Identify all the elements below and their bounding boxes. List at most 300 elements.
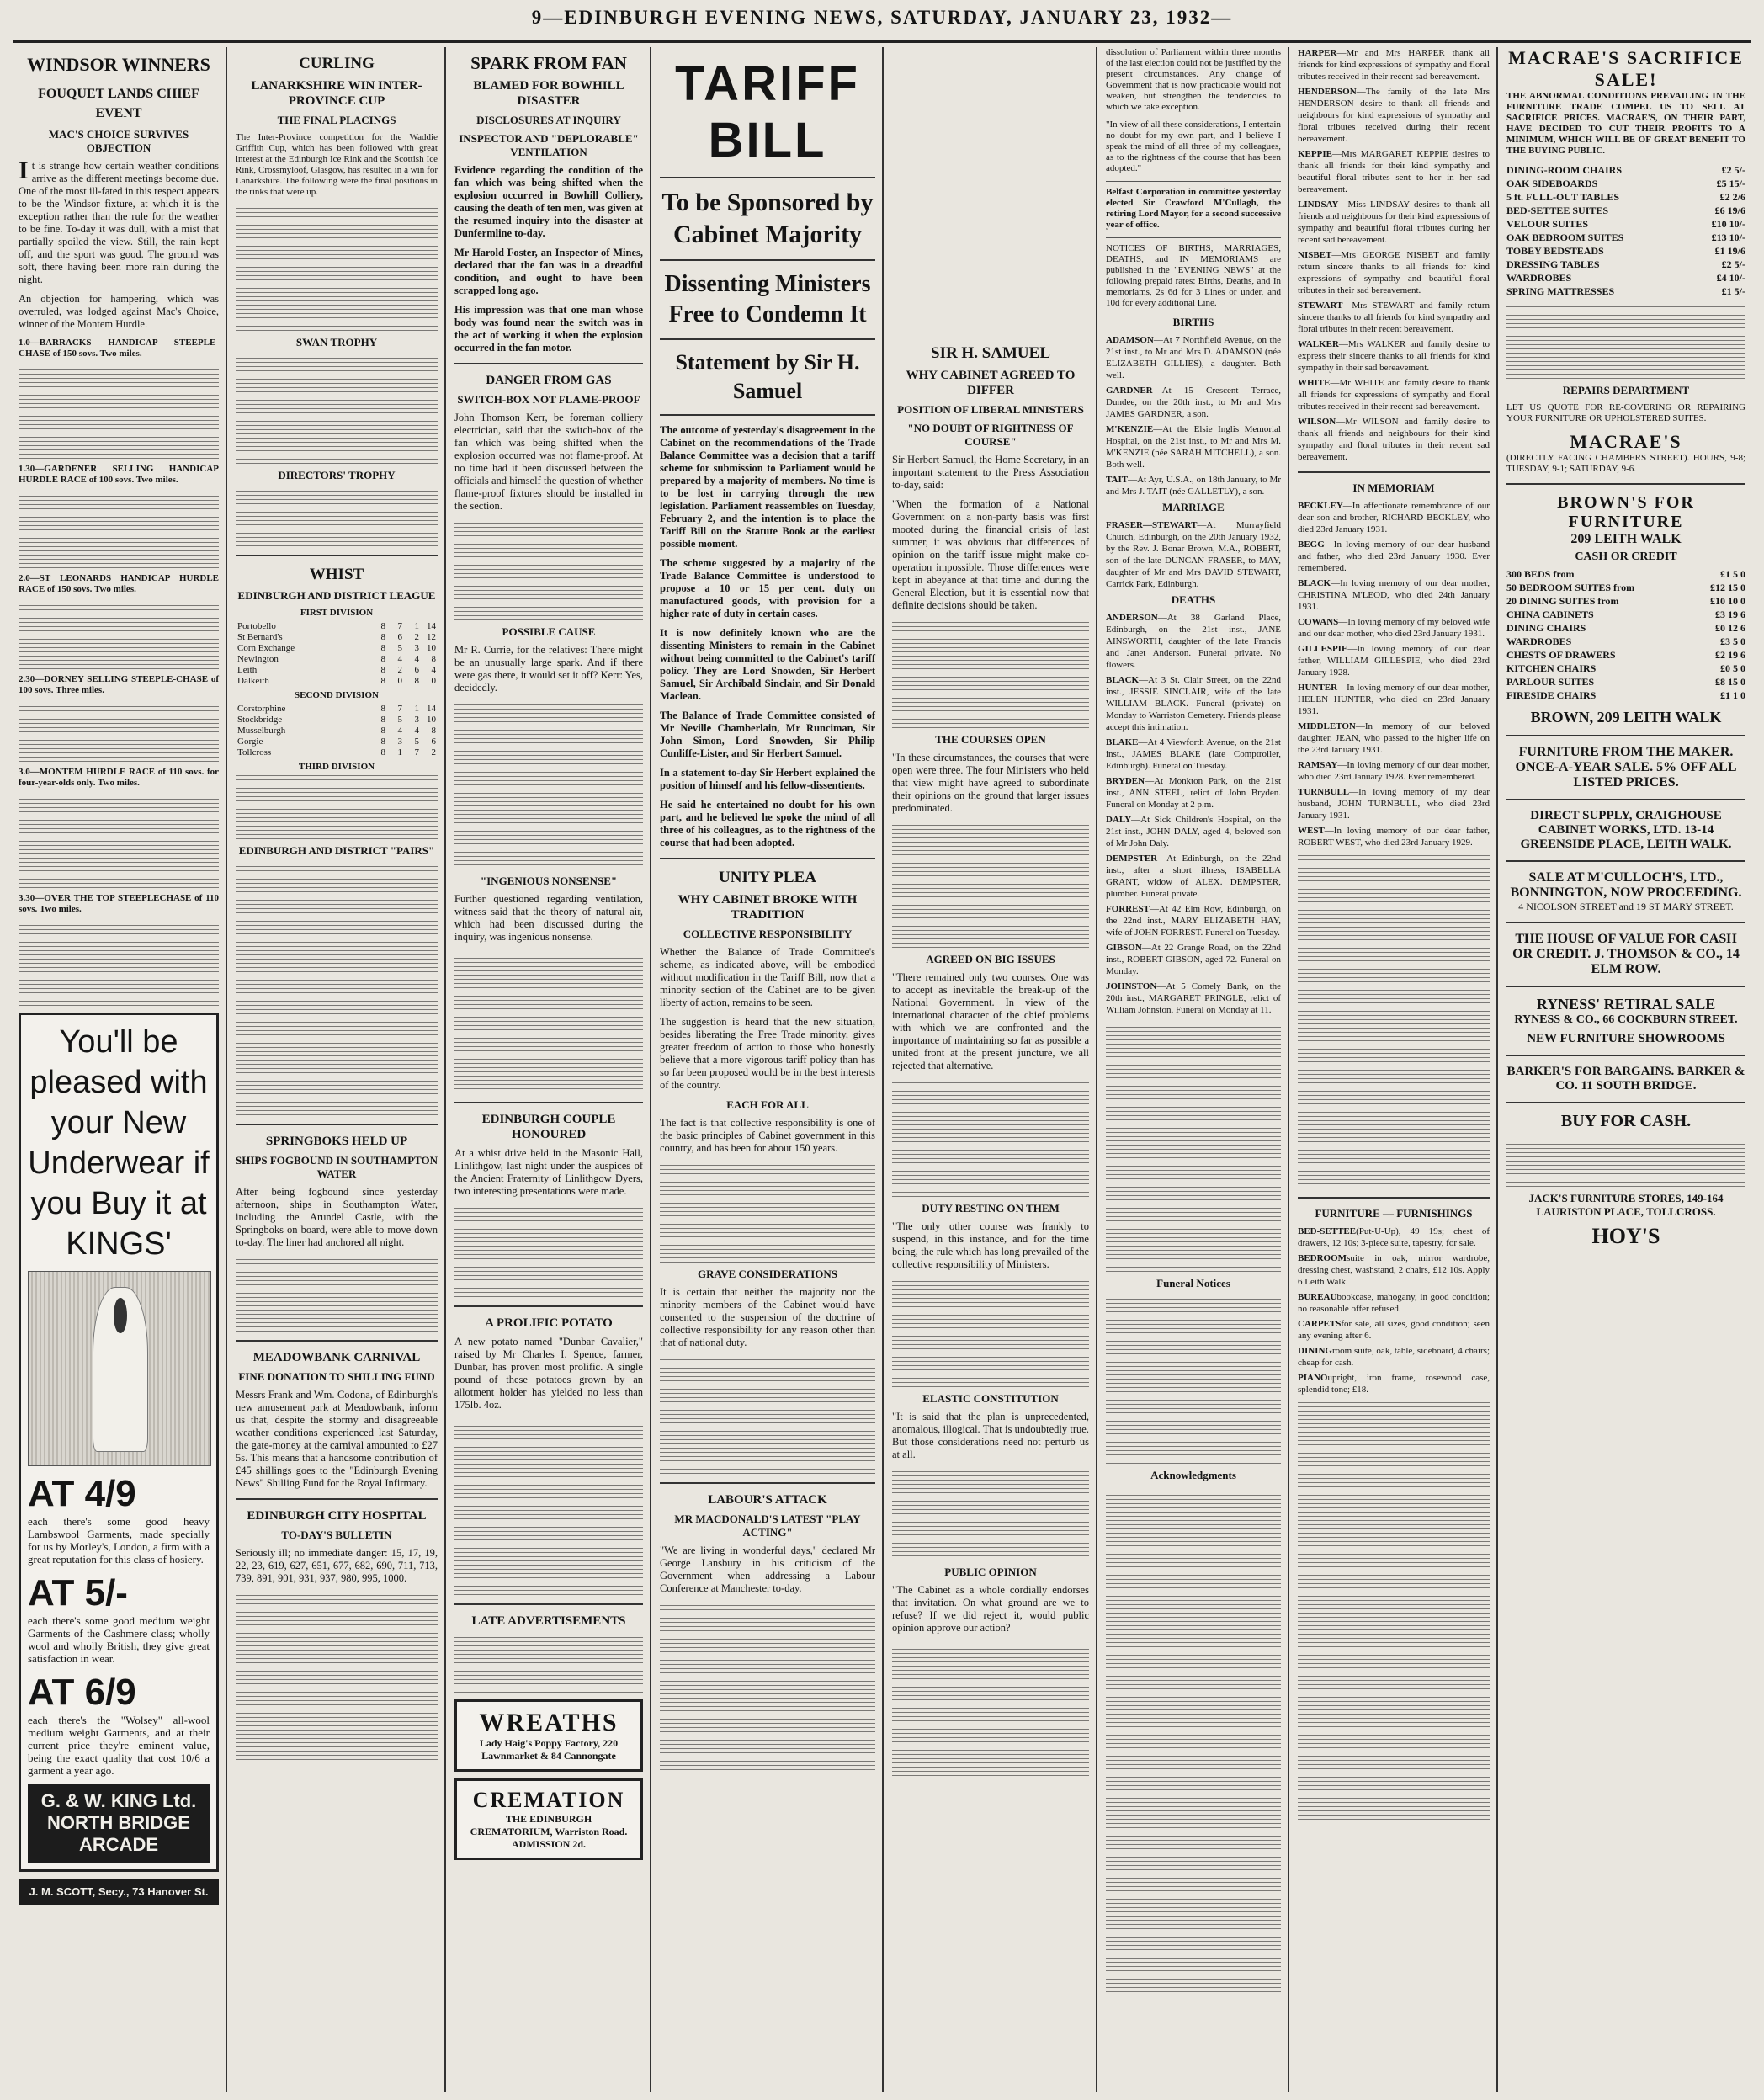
paragraph: "In view of all these considerations, I entertain no doubt for my own part, and I believe I speak the mind of all three of my colleagues, as to the rightness of the course that has been adopted." (1106, 120, 1281, 173)
ad-text: each there's some good heavy Lambswool Garments, made specially for us by Morley's, London, a firm with a great reputation for this class of hosiery. (28, 1515, 210, 1566)
funeral-notices (1106, 1295, 1281, 1464)
race-heading: 3.30—OVER THE TOP STEEPLECHASE of 110 sovs. Two miles. (19, 893, 219, 914)
price-row (1506, 231, 1745, 244)
ad-text: THE ABNORMAL CONDITIONS PREVAILING IN THE FURNITURE TRADE COMPEL US TO SELL AT SACRIFICE PRICES. MACRAE'S, ON THEIR PART, HAVE DECIDED TO CUT THEIR PROFITS TO A MINIMUM, WHICH WILL BE OF GREAT BENEFIT TO THE BUYING PUBLIC. (1506, 91, 1745, 156)
standings-table (236, 704, 438, 758)
macraes-sale-title: MACRAE'S SACRIFICE SALE! (1508, 47, 1744, 90)
pairs-results (236, 863, 438, 1115)
notice-name: TURNBULL (1298, 787, 1350, 797)
subhead: DISCLOSURES AT INQUIRY (476, 114, 621, 126)
paragraph: After being fogbound since yesterday afternoon, ships in Southampton Water, including the Arundel Castle, with the Springboks on board, were able to move down to-day. The liner had anchored all night. (236, 1186, 438, 1248)
paragraph: Further questioned regarding ventilation, witness said that the theory of natural air, which had been discussed during the inquiry, was ingenious nonsense. (454, 893, 643, 943)
ad-text: each there's the "Wolsey" all-wool medium weight Garments, and at their current price they're eminent value, being the exact quality that cost 10/6 a garment a year ago. (28, 1714, 210, 1777)
text-block (892, 1641, 1089, 1776)
acknowledgments (1106, 1487, 1281, 1992)
table-cell: 8 (380, 747, 385, 758)
table-cell: 8 (380, 632, 385, 642)
headline-curling: CURLING (299, 55, 375, 72)
memoriam-list (1298, 500, 1490, 848)
table-row (236, 632, 438, 643)
table-cell: 3 (414, 643, 419, 653)
subhead: FINE DONATION TO SHILLING FUND (238, 1370, 435, 1383)
subhead: WHY CABINET BROKE WITH TRADITION (677, 893, 858, 922)
section-funeral-notices: Funeral Notices (1156, 1277, 1230, 1289)
notice-name: HUNTER (1298, 683, 1338, 693)
table-cell: 6 (431, 736, 436, 747)
browns-price-list (1506, 567, 1745, 702)
table-cell: 2 (397, 665, 402, 675)
notice-item (1106, 612, 1281, 671)
paragraph: He said he entertained no doubt for his own part, and he believed he spoke the mind of all three of his colleagues, as to the rightness of the course that had been adopted. (660, 799, 875, 848)
notice-text: —Miss LINDSAY desires to thank all friends and neighbours for their kind expressions of sympathy and beautiful floral tributes during her recent sad bereavement. (1298, 199, 1490, 245)
table-row (236, 736, 438, 747)
item-price: £8 15 0 (1715, 676, 1745, 688)
table-cell: 8 (380, 726, 385, 736)
notice-text: upright, iron frame, rosewood case, splendid tone; £18. (1298, 1373, 1490, 1395)
race-heading: 2.0—ST LEONARDS HANDICAP HURDLE RACE of 150 sovs. Two miles. (19, 573, 219, 594)
subhead: DIRECTORS' TROPHY (278, 469, 396, 481)
notice-text: —At 42 Elm Row, Edinburgh, on the 22nd inst., MARY ELIZABETH HAY, wife of JOHN FORREST. Funeral on Tuesday. (1106, 904, 1281, 938)
table-cell: 8 (431, 726, 436, 736)
section-furniture: FURNITURE — FURNISHINGS (1315, 1207, 1473, 1220)
ad-title: WREATHS (479, 1709, 619, 1736)
headline-meadowbank: MEADOWBANK CARNIVAL (252, 1351, 421, 1364)
race-heading: 1.0—BARRACKS HANDICAP STEEPLE-CHASE of 150 sovs. Two miles. (19, 338, 219, 359)
column-rule (1496, 47, 1498, 2092)
subhead: POSITION OF LIBERAL MINISTERS (897, 403, 1084, 416)
mcculloch-address: 4 NICOLSON STREET and 19 ST MARY STREET. (1518, 901, 1734, 912)
subhead: FOUQUET LANDS CHIEF EVENT (38, 87, 199, 120)
subhead: INSPECTOR AND "DEPLORABLE" VENTILATION (459, 132, 639, 158)
table-cell: 8 (414, 676, 419, 686)
notice-item (1298, 643, 1490, 678)
table-cell: 2 (431, 747, 436, 758)
cremation-ad (454, 1778, 643, 1860)
paragraph: The Inter-Province competition for the Waddie Griffith Cup, which has been followed with great interest at the Edinburgh Ice Rink and the Scottish Ice Rink, Crossmyloof, Glasgow, has resulted in a win for Lanarkshire. The following were the final positions in the rinks that were up. (236, 132, 438, 197)
notice-text: —In loving memory of our dear mother, who died 23rd January 1928. Ever remembered. (1298, 760, 1490, 782)
headline-windsor: WINDSOR WINNERS (27, 54, 210, 75)
notice-text: —In loving memory of our dear mother, HELEN HUNTER, who died on 23rd January 1931. (1298, 683, 1490, 716)
barkers-ad: BARKER'S FOR BARGAINS. BARKER & CO. 11 SOUTH BRIDGE. (1506, 1065, 1745, 1093)
paragraph: A new potato named "Dunbar Cavalier," raised by Mr Charles I. Spence, farmer, Dunbar, has proven most prolific. A single pound of these potatoes grown by an allotment holder has yielded no less than 175lb. 4oz. (454, 1336, 643, 1411)
table-row (236, 643, 438, 654)
notice-item (1298, 825, 1490, 848)
subhead: MAC'S CHOICE SURVIVES OBJECTION (48, 128, 189, 154)
text-block (892, 619, 1089, 728)
text-block (454, 1418, 643, 1595)
ad-text: THE EDINBURGH CREMATORIUM, Warriston Road. ADMISSION 2d. (470, 1813, 628, 1850)
item-name: 5 ft. FULL-OUT TABLES (1506, 191, 1620, 203)
table-cell: 7 (397, 621, 402, 631)
division-heading: THIRD DIVISION (298, 762, 375, 772)
notice-item (1298, 577, 1490, 613)
item-price: £1 5 0 (1720, 568, 1745, 580)
notice-item (1298, 1372, 1490, 1396)
text-block (892, 1468, 1089, 1560)
race-results (19, 703, 219, 762)
notice-item (1106, 814, 1281, 849)
headline-labours-attack: LABOUR'S ATTACK (708, 1493, 827, 1507)
marriage-list (1106, 519, 1281, 590)
browns-title: BROWN'S FOR FURNITURE (1557, 493, 1695, 531)
notice-item (1298, 148, 1490, 195)
paragraph: Mr R. Currie, for the relatives: There might be an unusually large spark. And if there were gas there, it would set it off? Kerr: Yes, decidedly. (454, 644, 643, 694)
notice-name: WEST (1298, 826, 1325, 836)
kings-underwear-ad (19, 1013, 219, 1872)
hoys-ad: HOY'S (1591, 1224, 1660, 1248)
table-cell: 1 (414, 621, 419, 631)
subhead: DANGER FROM GAS (486, 374, 612, 387)
notice-name: RAMSAY (1298, 760, 1338, 770)
race-results (19, 795, 219, 888)
table-cell: 12 (427, 632, 436, 642)
house-of-value-ad: THE HOUSE OF VALUE FOR CASH OR CREDIT. J. THOMSON & CO., 14 ELM ROW. (1512, 932, 1740, 976)
race-results (19, 922, 219, 1006)
table-cell: Newington (237, 654, 279, 664)
notice-text: —Mrs STEWART and family return sincere thanks to all friends for kind sympathy and floral tributes in their recent bereavement. (1298, 300, 1490, 334)
notice-name: GIBSON (1106, 943, 1142, 953)
table-cell: 8 (380, 643, 385, 653)
notice-name: LINDSAY (1298, 199, 1339, 210)
swan-results (236, 354, 438, 464)
masthead: 9—EDINBURGH EVENING NEWS, SATURDAY, JANUARY 23, 1932— (13, 7, 1751, 43)
table-cell: 7 (414, 747, 419, 758)
paragraph: An objection for hampering, which was overruled, was lodged against Mac's Choice, winner of the Montem Hurdle. (19, 293, 219, 330)
table-cell: 0 (397, 676, 402, 686)
paragraph: "The Cabinet as a whole cordially endorses that invitation. On what ground are we to refuse? If we did reject it, would public opinion approve our action? (892, 1584, 1089, 1634)
notice-item (1106, 903, 1281, 938)
paragraph: His impression was that one man whose body was found near the switch was in the act of working it when the explosion occurred in the fan motor. (454, 304, 643, 354)
notice-item (1298, 1252, 1490, 1288)
ad-fine-print (1506, 1136, 1745, 1187)
subhead: Dissenting Ministers Free to Condemn It (664, 271, 871, 327)
item-price: £2 19 6 (1715, 649, 1745, 661)
deaths-list (1106, 612, 1281, 1016)
ad-title: CREMATION (472, 1788, 625, 1812)
subhead: EDINBURGH AND DISTRICT "PAIRS" (238, 844, 435, 857)
column-rule (444, 47, 446, 2092)
notice-name: BEGG (1298, 540, 1325, 550)
paragraph: "When the formation of a National Government on a non-party basis was first mooted during the financial crisis of last summer, it was obvious that differences of opinion on the tariff issue might make co-operation impossible. Those differences were kept in abeyance at that time and during the General Election, but it is essential now that definite decisions should be taken. (892, 498, 1089, 611)
table-cell: 0 (431, 676, 436, 686)
text-block (454, 701, 643, 869)
notice-item (1298, 720, 1490, 756)
notice-text: suite in oak, mirror wardrobe, dressing chest, washstand, 2 chairs, £12 10s. Apply 6 Leith Walk. (1298, 1253, 1490, 1287)
headline-tariff-bill: TARIFF BILL (675, 56, 860, 167)
table-cell: 8 (380, 715, 385, 725)
table-cell: 8 (380, 654, 385, 664)
headline-whist: WHIST (309, 566, 364, 583)
notice-item (1106, 334, 1281, 381)
buy-for-cash-ad: BUY FOR CASH. (1560, 1112, 1692, 1130)
table-cell: 14 (427, 621, 436, 631)
jacks-furniture-ad: JACK'S FURNITURE STORES, 149-164 LAURISTON PLACE, TOLLCROSS. (1528, 1192, 1724, 1218)
item-price: £5 15/- (1716, 178, 1745, 189)
item-price: £10 10 0 (1710, 595, 1745, 607)
paragraph: Seriously ill; no immediate danger: 15, 17, 19, 22, 23, 619, 627, 651, 677, 682, 690, 711, 713, 739, 891, 901, 931, 937, 980, 995, 1000. (236, 1547, 438, 1584)
price-label: AT 4/9 (28, 1473, 136, 1514)
price-list-more (1506, 303, 1745, 379)
table-row (236, 621, 438, 632)
column-family-notices (1291, 47, 1496, 2092)
notice-text: (Put-U-Up), 49 19s; chest of drawers, 12 10s; 3-piece suite, tapestry, for sale. (1298, 1226, 1490, 1248)
browns-subtitle: CASH OR CREDIT (1575, 550, 1677, 563)
table-cell: Portobello (237, 621, 276, 631)
subhead: "NO DOUBT OF RIGHTNESS OF COURSE" (907, 422, 1074, 448)
notice-text: —At 15 Crescent Terrace, Dundee, on the 20th inst., to Mr and Mrs JAMES GARDNER, a son. (1106, 385, 1281, 419)
item-name: 300 BEDS from (1506, 568, 1575, 580)
item-price: £10 10/- (1711, 218, 1745, 230)
item-name: FIRESIDE CHAIRS (1506, 689, 1597, 701)
curling-results (236, 205, 438, 331)
notice-text: —In loving memory of our dear mother, CHRISTINA M'LEOD, who died 24th January 1931. (1298, 578, 1490, 612)
table-cell: 4 (414, 654, 419, 664)
subhead: "INGENIOUS NONSENSE" (480, 875, 618, 887)
item-name: 20 DINING SUITES from (1506, 595, 1619, 607)
price-row (1506, 258, 1745, 271)
headline-sir-h-samuel: SIR H. SAMUEL (931, 344, 1050, 362)
notice-text: —At 5 Comely Bank, on the 20th inst., MARGARET PRINGLE, relict of William Johnston. Funeral on Monday at 11. (1106, 981, 1281, 1015)
item-name: KITCHEN CHAIRS (1506, 662, 1597, 674)
table-cell: 14 (427, 704, 436, 714)
item-name: CHESTS OF DRAWERS (1506, 649, 1616, 661)
section-in-memoriam: IN MEMORIAM (1352, 481, 1435, 494)
notice-name: WHITE (1298, 378, 1331, 388)
third-division-table (236, 772, 438, 839)
notice-text: —Mr and Mrs HARPER thank all friends for kind expressions of sympathy and floral tributes received in their recent sad bereavement. (1298, 48, 1490, 82)
column-rule (882, 47, 884, 2092)
headline-city-hospital: EDINBURGH CITY HOSPITAL (247, 1509, 427, 1523)
notice-name: GARDNER (1106, 385, 1153, 396)
notice-name: CARPETS (1298, 1319, 1342, 1329)
item-name: VELOUR SUITES (1506, 218, 1589, 230)
item-price: £3 5 0 (1720, 635, 1745, 647)
notice-item (1298, 416, 1490, 463)
notice-item (1298, 682, 1490, 717)
price-row (1506, 594, 1745, 608)
notice-item (1298, 199, 1490, 246)
notice-item (1106, 423, 1281, 471)
notice-item (1298, 249, 1490, 296)
notice-name: GILLESPIE (1298, 644, 1348, 654)
price-row (1506, 688, 1745, 702)
table-cell: 8 (380, 704, 385, 714)
item-name: OAK BEDROOM SUITES (1506, 231, 1624, 243)
notice-text: —In loving memory of my dear husband, JOHN TURNBULL, who died 23rd January 1931. (1298, 787, 1490, 821)
column-rule (1096, 47, 1097, 2092)
column-sir-h-samuel (885, 47, 1096, 2092)
paragraph: Whether the Balance of Trade Committee's scheme, as indicated above, will be embodied without modification in the Tariff Bill, now that a minority section of the Cabinet are to be given liberty of action, remains to be seen. (660, 946, 875, 1008)
paragraph: The fact is that collective responsibility is one of the basic principles of Cabinet government in this country, and has been for about 150 years. (660, 1117, 875, 1154)
notice-name: DEMPSTER (1106, 853, 1158, 864)
subhead: SWAN TROPHY (295, 336, 378, 348)
item-price: £2 2/6 (1719, 191, 1745, 203)
table-row (236, 654, 438, 665)
notice-item (1298, 86, 1490, 145)
paragraph: In a statement to-day Sir Herbert explained the position of himself and his fellow-dissentients. (660, 767, 875, 791)
column-sport-windsor (12, 47, 226, 2092)
macraes-name: MACRAE'S (1570, 431, 1682, 452)
subhead: Statement by Sir H. Samuel (675, 350, 860, 403)
text-block (892, 1278, 1089, 1387)
item-name: BED-SETTEE SUITES (1506, 205, 1609, 216)
brown-address: BROWN, 209 LEITH WALK (1530, 709, 1722, 726)
notice-name: BLACK (1106, 675, 1140, 685)
notice-text: —Mrs GEORGE NISBET and family return sincere thanks to all friends for kind expressions of sympathy and beautiful floral tributes in their sad bereavement. (1298, 250, 1490, 295)
item-name: PARLOUR SUITES (1506, 676, 1595, 688)
item-price: £2 5/- (1721, 258, 1745, 270)
bulletin-numbers (236, 1592, 438, 1760)
price-row (1506, 581, 1745, 594)
table-cell: 8 (380, 676, 385, 686)
table-cell: 5 (397, 643, 402, 653)
subhead: EACH FOR ALL (726, 1098, 809, 1111)
table-cell: 8 (380, 621, 385, 631)
macraes-price-list (1506, 163, 1745, 298)
text-block (660, 1602, 875, 1770)
notice-name: BRYDEN (1106, 776, 1145, 786)
table-row (236, 747, 438, 758)
paragraph: The outcome of yesterday's disagreement in the Cabinet on the recommendations of the Trade Balance Committee was a decision that a tariff scheme for submission to Parliament would be prepared by a majority of members. No time is to be lost in carrying through the new legislation. Parliament reassembles on Tuesday, February 2, and the intention is to place the Tariff Bill on the Statute Book at the earliest possible moment. (660, 424, 875, 550)
notice-item (1298, 300, 1490, 335)
notice-text: room suite, oak, table, sideboard, 4 chairs; cheap for cash. (1298, 1346, 1490, 1368)
browns-address: 209 LEITH WALK (1570, 532, 1682, 546)
text-block (454, 519, 643, 620)
notice-item (1298, 1225, 1490, 1249)
item-price: £6 19/6 (1714, 205, 1745, 216)
subhead: To be Sponsored by Cabinet Majority (662, 189, 874, 248)
notice-name: M'KENZIE (1106, 424, 1154, 434)
notice-text: —At 3 St. Clair Street, on the 22nd inst., JESSIE SINCLAIR, wife of the late WILLIAM BLACK. Funeral (private) on Monday to Warriston Cemetery. Friends please accept this intimation. (1106, 675, 1281, 732)
item-price: £1 19/6 (1714, 245, 1745, 257)
paragraph: Mr Harold Foster, an Inspector of Mines, declared that the fan was in a dreadful condition, and ought to have been scrapped long ago. (454, 247, 643, 296)
notice-item (1106, 942, 1281, 977)
paragraph: The scheme suggested by a majority of the Trade Balance Committee is understood to propose a 10 or 15 per cent. duty on manufactured goods, with provision for a higher rate of duty in certain cases. (660, 557, 875, 619)
table-cell: 1 (414, 704, 419, 714)
deaths-more (1106, 1019, 1281, 1272)
table-cell: 8 (431, 654, 436, 664)
paragraph: Belfast Corporation in committee yesterday elected Sir Crawford M'Cullagh, the retiring Lord Mayor, for a second successive year of office. (1106, 187, 1281, 230)
headline-springboks: SPRINGBOKS HELD UP (265, 1135, 408, 1148)
item-name: DRESSING TABLES (1506, 258, 1600, 270)
notice-name: FORREST (1106, 904, 1150, 914)
item-price: £0 12 6 (1715, 622, 1745, 634)
notice-text: —At Monkton Park, on the 21st inst., ANN STEEL, relict of John Bryden. Funeral on Monday at 2 p.m. (1106, 776, 1281, 810)
section-marriage: MARRIAGE (1162, 501, 1225, 513)
notice-name: ANDERSON (1106, 613, 1158, 623)
notice-item (1298, 338, 1490, 374)
column-furniture-ads (1500, 47, 1752, 2092)
notice-item (1298, 786, 1490, 821)
item-name: SPRING MATTRESSES (1506, 285, 1615, 297)
furniture-maker-ad: FURNITURE FROM THE MAKER. ONCE-A-YEAR SALE. 5% OFF ALL LISTED PRICES. (1515, 745, 1737, 789)
notice-name: JOHNSTON (1106, 981, 1157, 992)
notice-name: BED-SETTEE (1298, 1226, 1357, 1236)
column-tariff-bill (653, 47, 882, 2092)
table-cell: Musselburgh (237, 726, 286, 736)
price-row (1506, 608, 1745, 621)
notice-name: NISBET (1298, 250, 1332, 260)
notice-name: COWANS (1298, 617, 1339, 627)
table-cell: 10 (427, 643, 436, 653)
table-cell: Stockbridge (237, 715, 283, 725)
notice-item (1298, 47, 1490, 82)
notice-name: BLAKE (1106, 737, 1139, 747)
table-cell: 4 (414, 726, 419, 736)
notice-text: —In loving memory of our dear father, WILLIAM GILLESPIE, who died 23rd January 1928. (1298, 644, 1490, 678)
standings-table (236, 621, 438, 687)
ad-text: LET US QUOTE FOR RE-COVERING OR REPAIRING YOUR FURNITURE OR UPHOLSTERED SUITES. (1506, 402, 1745, 423)
paragraph: dissolution of Parliament within three months of the last election could not be justified by the present circumstances. Any change of Government that is now practicable would not weaken, but strengthen the tendencies to which we take exception. (1106, 47, 1281, 112)
paragraph: It is certain that neither the majority nor the minority members of the Cabinet would have consented to the suspension of the doctrine of collective responsibility for any reason other than that of national duty. (660, 1286, 875, 1348)
notice-text: for sale, all sizes, good condition; seen any evening after 6. (1298, 1319, 1490, 1341)
notice-item (1298, 616, 1490, 640)
table-cell: 4 (397, 726, 402, 736)
race-results (19, 602, 219, 669)
item-name: OAK SIDEBOARDS (1506, 178, 1598, 189)
subhead: AGREED ON BIG ISSUES (926, 953, 1055, 965)
notice-text: —Mr WILSON and family desire to thank all friends and neighbours for their kind sympathy and floral tributes in their recent sad bereavement. (1298, 417, 1490, 462)
notice-item (1298, 1345, 1490, 1369)
notice-text: —At Ayr, U.S.A., on 18th January, to Mr and Mrs J. TAIT (née GALLETLY), a son. (1106, 475, 1281, 497)
price-row (1506, 204, 1745, 217)
subhead: GRAVE CONSIDERATIONS (697, 1268, 838, 1280)
notice-item (1298, 500, 1490, 535)
table-cell: Tollcross (237, 747, 272, 758)
table-cell: 7 (397, 704, 402, 714)
price-label: AT 5/- (28, 1572, 128, 1614)
section-acknowledgments: Acknowledgments (1150, 1469, 1236, 1481)
item-price: £1 1 0 (1720, 689, 1745, 701)
race-heading: 1.30—GARDENER SELLING HANDICAP HURDLE RACE of 100 sovs. Two miles. (19, 464, 219, 485)
table-cell: 1 (397, 747, 402, 758)
notice-text: —At the Elsie Inglis Memorial Hospital, on the 21st inst., to Mr and Mrs M. M'KENZIE (née SARAH MITCHELL), a son. Both well. (1106, 424, 1281, 470)
ryness-address: RYNESS & CO., 66 COCKBURN STREET. (1514, 1013, 1738, 1026)
notice-item (1298, 377, 1490, 412)
notice-name: BECKLEY (1298, 501, 1343, 511)
race-results (19, 492, 219, 568)
subhead: LANARKSHIRE WIN INTER-PROVINCE CUP (251, 79, 422, 108)
wreaths-ad (454, 1699, 643, 1772)
division-heading: SECOND DIVISION (295, 690, 379, 700)
subhead: THE COURSES OPEN (935, 733, 1046, 746)
text-block (454, 1204, 643, 1297)
item-price: £2 5/- (1721, 164, 1745, 176)
race-results (19, 366, 219, 459)
item-name: CHINA CABINETS (1506, 609, 1594, 620)
births-list (1106, 334, 1281, 497)
notice-name: FRASER—STEWART (1106, 520, 1198, 530)
race-heading: 2.30—DORNEY SELLING STEEPLE-CHASE of 100 sovs. Three miles. (19, 674, 219, 695)
section-deaths: DEATHS (1171, 593, 1216, 606)
paragraph: "We are living in wonderful days," declared Mr George Lansbury in his criticism of the Government when addressing a Labour Conference at Manchester to-day. (660, 1544, 875, 1594)
subhead: BLAMED FOR BOWHILL DISASTER (473, 79, 624, 108)
paragraph: "In these circumstances, the courses that were open were three. The four Ministers who held that view might have agreed to subordinate their opinions on the ground that larger issues predominated. (892, 752, 1089, 814)
paragraph: The Balance of Trade Committee consisted of Mr Neville Chamberlain, Mr Runciman, Sir John Simon, Lord Snowden, Sir Philip Cunliffe-Lister, and Sir Herbert Samuel. (660, 710, 875, 759)
subhead: PUBLIC OPINION (944, 1566, 1037, 1578)
table-cell: 10 (427, 715, 436, 725)
item-price: £0 5 0 (1720, 662, 1745, 674)
paragraph: John Thomson Kerr, be foreman colliery electrician, said that the switch-box of the fan which was being shifted when the explosion occurred was not flame-proof. At no time had it been discussed between the officials and himself the question of whether flame-proof fixtures should be installed in the section. (454, 412, 643, 512)
notice-text: —In affectionate remembrance of our dear son and brother, RICHARD BECKLEY, who died 23rd January 1931. (1298, 501, 1490, 534)
item-price: £12 15 0 (1710, 582, 1745, 593)
subhead: SHIPS FOGBOUND IN SOUTHAMPTON WATER (236, 1154, 438, 1180)
price-row (1506, 675, 1745, 688)
item-price: £3 19 6 (1715, 609, 1745, 620)
table-cell: 4 (397, 654, 402, 664)
notice-text: —Mrs WALKER and family desire to express their sincere thanks to all friends for kind sympathy in their sad bereavement. (1298, 339, 1490, 373)
notice-item (1106, 775, 1281, 811)
